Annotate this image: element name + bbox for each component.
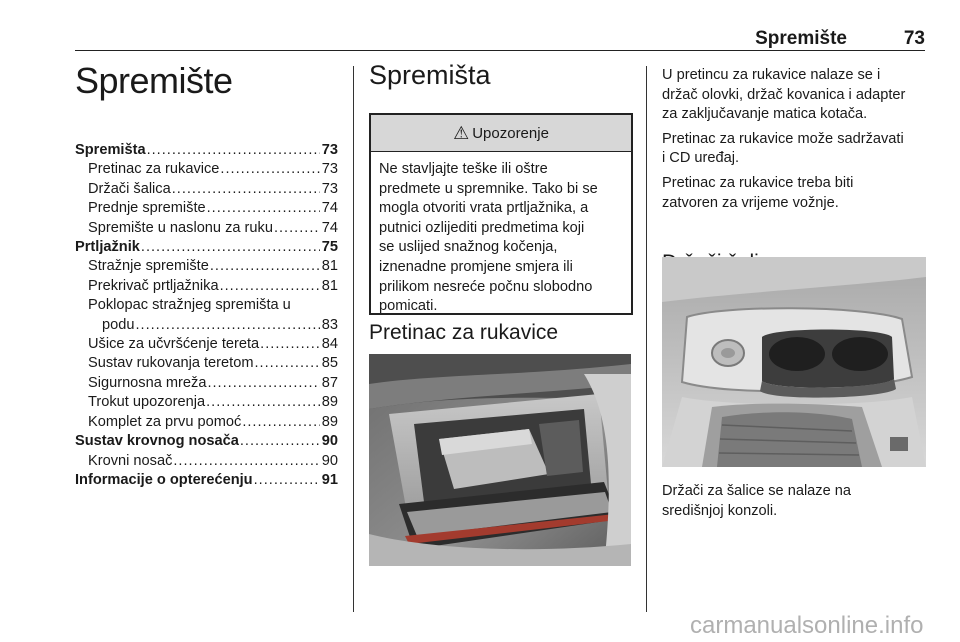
warning-line: mogla otvoriti vrata prtljažnika, a — [379, 200, 589, 217]
warning-title: Upozorenje — [472, 124, 549, 142]
toc-leader-dots — [141, 238, 320, 257]
toc-entry-label: Pretinac za rukavice — [88, 161, 220, 178]
table-of-contents — [75, 141, 338, 490]
toc-entry[interactable] — [75, 354, 338, 373]
toc-entry-label: Krovni nosač — [88, 452, 173, 469]
page-number: 73 — [903, 28, 925, 49]
toc-entry[interactable] — [75, 335, 338, 354]
header-section-title: Spremište — [755, 28, 847, 49]
toc-entry[interactable] — [75, 160, 338, 179]
toc-leader-dots — [207, 199, 320, 218]
toc-page-number: 74 — [321, 219, 338, 236]
warning-header — [371, 115, 631, 152]
glovebox-image — [369, 354, 631, 566]
watermark: carmanualsonline.info — [690, 612, 924, 639]
paragraph-line: i CD uređaj. — [662, 150, 740, 167]
warning-line: pomicati. — [379, 298, 438, 315]
toc-leader-dots — [220, 160, 319, 179]
toc-entry-label: podu — [102, 316, 135, 333]
caption-line: Držači za šalice se nalaze na — [662, 483, 851, 499]
warning-text — [371, 152, 631, 317]
toc-entry-label: Spremište u naslonu za ruku — [88, 219, 273, 236]
toc-entry[interactable] — [75, 393, 338, 412]
toc-page-number: 73 — [321, 142, 338, 158]
toc-page-number: 87 — [321, 374, 338, 391]
warning-line: predmete u spremnike. Tako bi se — [379, 180, 598, 197]
toc-leader-dots — [173, 452, 319, 471]
warning-line: Ne stavljajte teške ili oštre — [379, 161, 548, 177]
warning-line: prilikom nesreće počnu slobodno — [379, 278, 593, 295]
glovebox-illustration — [369, 354, 631, 566]
warning-line: putnici ozlijediti predmetima koji — [379, 219, 585, 236]
toc-page-number: 83 — [321, 316, 338, 333]
toc-page-number: 74 — [321, 200, 338, 217]
paragraph-line: Pretinac za rukavice treba biti — [662, 174, 854, 191]
toc-leader-dots — [274, 219, 320, 238]
toc-entry-label: Trokut upozorenja — [88, 394, 206, 411]
caption-line: središnjoj konzoli. — [662, 502, 778, 519]
section-column — [369, 60, 631, 91]
toc-leader-dots — [147, 141, 320, 160]
glovebox-text-column — [662, 66, 926, 218]
toc-page-number: 73 — [321, 180, 338, 197]
toc-entry-label: Sigurnosna mreža — [88, 374, 207, 391]
toc-chapter-entry[interactable] — [75, 432, 338, 451]
warning-box — [369, 113, 633, 315]
paragraph-line: držač olovki, držač kovanica i adapter — [662, 86, 906, 103]
toc-page-number: 91 — [321, 471, 338, 488]
toc-page-number: 81 — [321, 277, 338, 294]
toc-entry-label: Ušice za učvršćenje tereta — [88, 336, 260, 353]
toc-leader-dots — [206, 393, 320, 412]
toc-entry[interactable] — [75, 180, 338, 199]
toc-entry[interactable] — [75, 296, 338, 315]
column-divider — [646, 66, 647, 612]
toc-page-number: 84 — [321, 336, 338, 353]
toc-entry-label: Sustav krovnog nosača — [75, 433, 239, 450]
paragraph-line: zatvoren za vrijeme vožnje. — [662, 194, 839, 211]
toc-chapter-entry[interactable] — [75, 471, 338, 490]
column-divider — [353, 66, 354, 612]
toc-page-number: 85 — [321, 355, 338, 372]
toc-entry-label: Spremišta — [75, 142, 146, 158]
toc-chapter-entry[interactable] — [75, 238, 338, 257]
chapter-title: Spremište — [75, 60, 233, 101]
toc-page-number: 90 — [321, 433, 338, 450]
toc-entry[interactable] — [75, 199, 338, 218]
warning-line: se uslijed snažnog kočenja, — [379, 239, 558, 256]
toc-entry-label: Sustav rukovanja teretom — [88, 355, 254, 372]
glovebox-heading: Pretinac za rukavice — [369, 321, 559, 344]
paragraph-line: U pretincu za rukavice nalaze se i — [662, 67, 881, 83]
toc-entry-label: Držači šalica — [88, 180, 171, 197]
toc-page-number: 81 — [321, 258, 338, 275]
toc-page-number: 89 — [321, 413, 338, 430]
paragraph-line: Pretinac za rukavice može sadržavati — [662, 130, 904, 147]
toc-entry[interactable] — [75, 257, 338, 276]
section-title: Spremišta — [369, 60, 491, 90]
warning-line: iznenadne promjene smjera ili — [379, 258, 573, 275]
toc-page-number: 90 — [321, 452, 338, 469]
toc-leader-dots — [210, 257, 320, 276]
toc-page-number: 73 — [321, 161, 338, 178]
toc-leader-dots — [254, 471, 320, 490]
toc-leader-dots — [172, 180, 320, 199]
toc-entry[interactable] — [75, 316, 338, 335]
toc-leader-dots — [135, 316, 319, 335]
glovebox-paragraph — [662, 130, 926, 169]
glovebox-paragraph — [662, 66, 926, 125]
cupholder-image — [662, 257, 926, 467]
cupholder-caption — [662, 482, 926, 521]
toc-leader-dots — [260, 335, 320, 354]
toc-leader-dots — [242, 413, 319, 432]
toc-entry[interactable] — [75, 452, 338, 471]
glovebox-paragraph — [662, 174, 926, 213]
chapter-column — [75, 60, 338, 102]
toc-leader-dots — [240, 432, 320, 451]
toc-leader-dots — [220, 277, 320, 296]
toc-entry-label: Komplet za prvu pomoć — [88, 413, 242, 430]
toc-leader-dots — [207, 374, 319, 393]
toc-entry-label: Prednje spremište — [88, 200, 206, 217]
toc-chapter-entry[interactable] — [75, 141, 338, 160]
toc-entry-label: Prtljažnik — [75, 239, 140, 256]
toc-entry[interactable] — [75, 277, 338, 296]
toc-entry[interactable] — [75, 413, 338, 432]
toc-leader-dots — [254, 354, 319, 373]
toc-entry-label: Stražnje spremište — [88, 258, 209, 275]
warning-triangle-icon: ⚠ — [453, 122, 470, 143]
toc-page-number: 89 — [321, 394, 338, 411]
toc-entry-label: Poklopac stražnjeg spremišta u — [88, 297, 291, 314]
toc-entry[interactable] — [75, 219, 338, 238]
toc-entry[interactable] — [75, 374, 338, 393]
toc-entry-label: Informacije o opterećenju — [75, 471, 253, 488]
toc-page-number: 75 — [321, 239, 338, 256]
page-header — [75, 28, 925, 51]
toc-entry-label: Prekrivač prtljažnika — [88, 277, 219, 294]
cupholder-illustration — [662, 257, 926, 467]
paragraph-line: za zaključavanje matica kotača. — [662, 106, 868, 123]
